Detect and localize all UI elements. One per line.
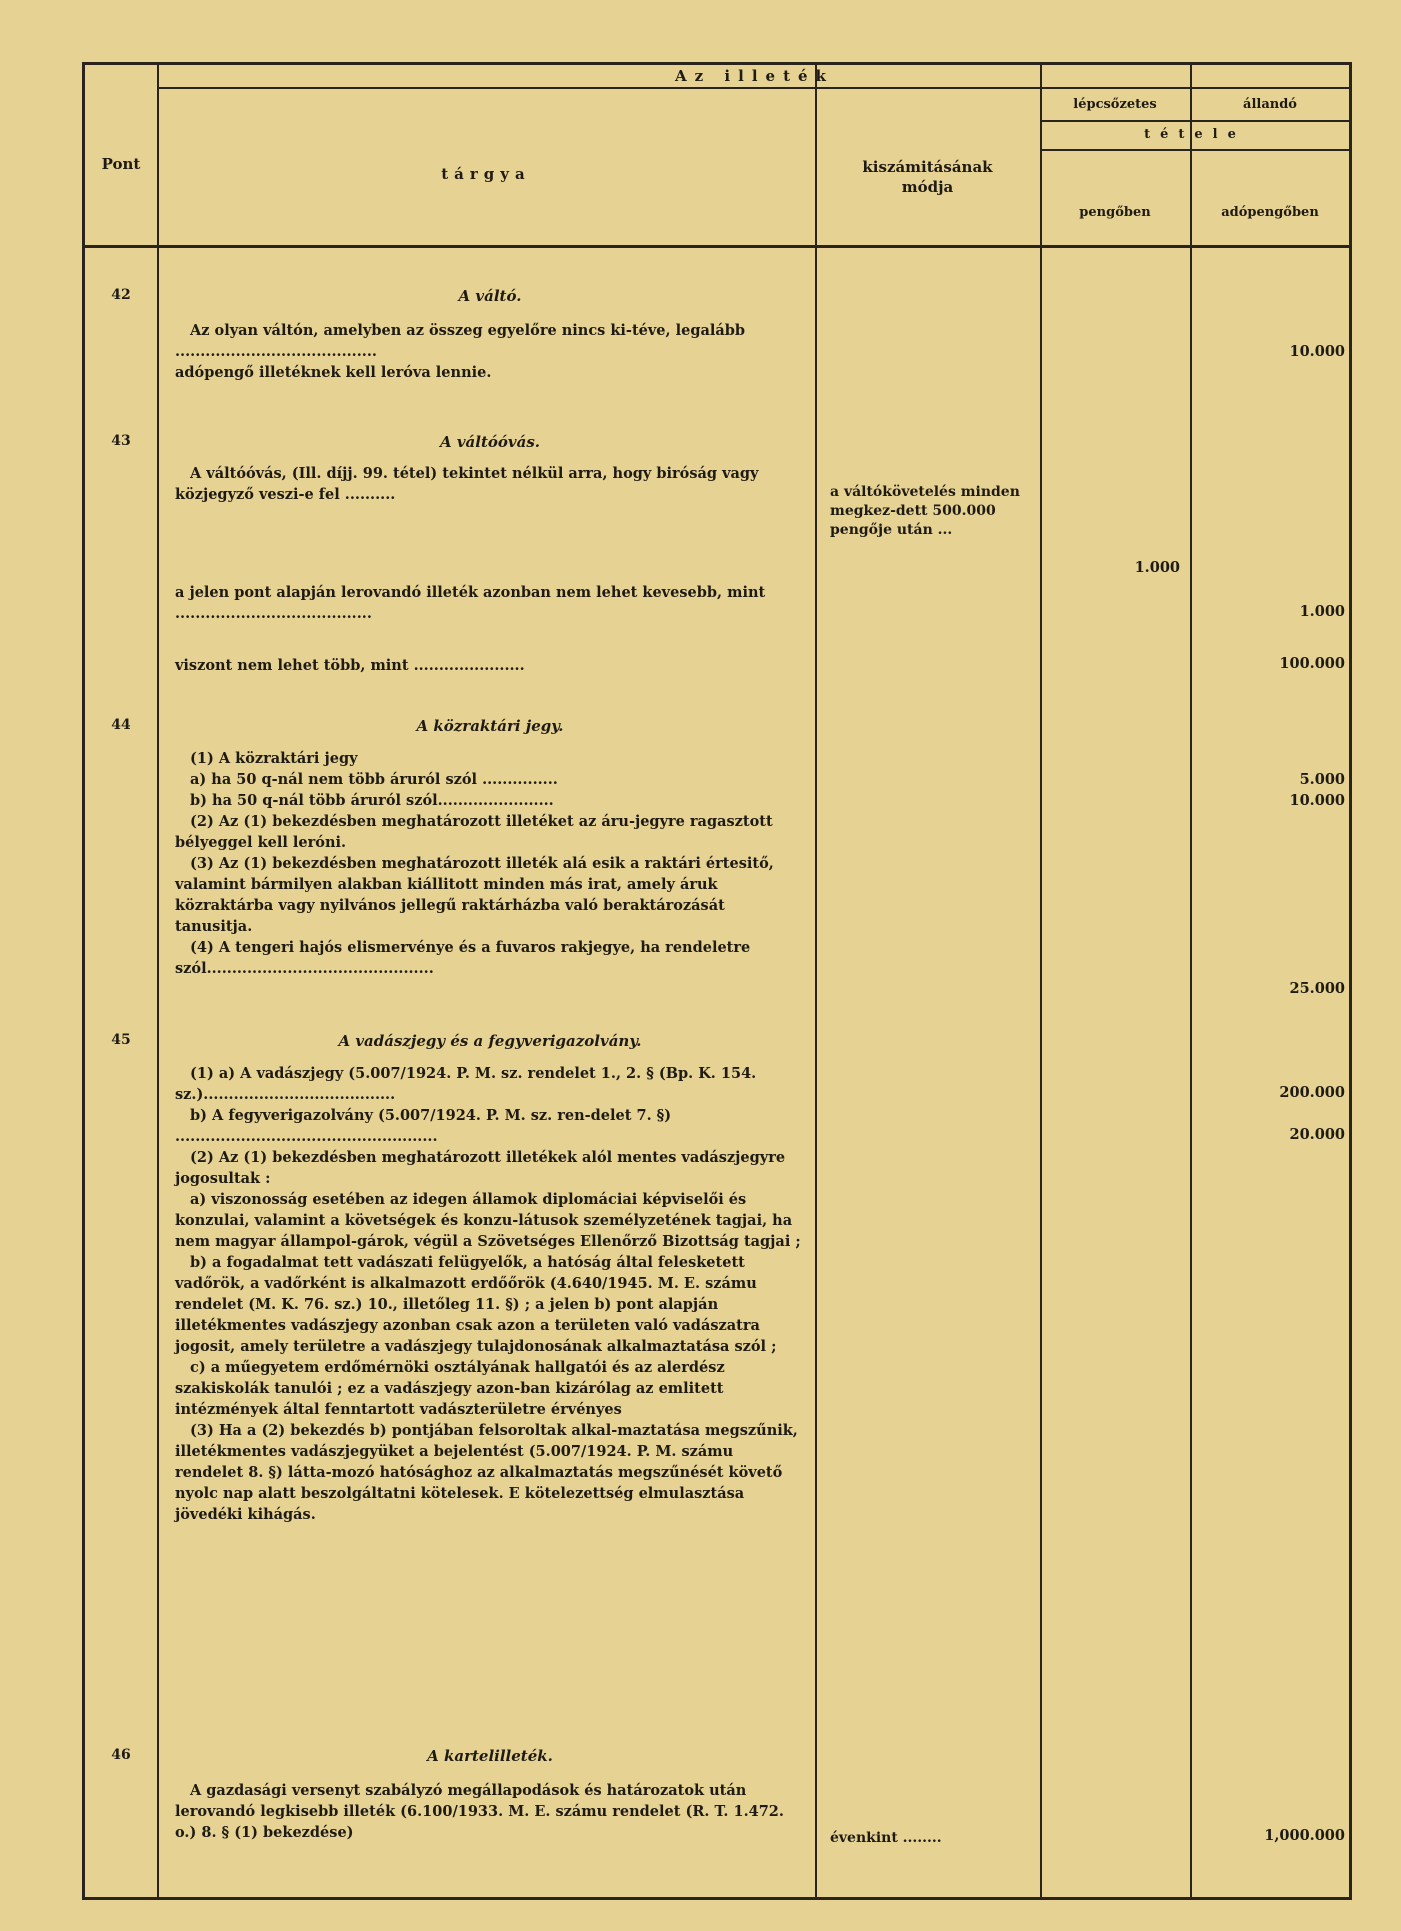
section-text [175, 748, 805, 979]
paragraph: (1) a) A vadászjegy (5.007/1924. P. M. sz. rendelet 1., 2. § (Bp. K. 154. sz.)...................................... [175, 1065, 757, 1103]
paragraph: Az olyan váltón, amelyben az összeg egyelőre nincs ki-téve, legalább ........................................ [175, 322, 746, 360]
col-line-modja [1040, 65, 1042, 1897]
header-adopengoben: adópengőben [1221, 205, 1319, 220]
header-line-lepcso [1040, 120, 1349, 122]
section-text [175, 1780, 805, 1843]
header-pengoben: pengőben [1079, 205, 1151, 220]
amount-adopengo: 1.000 [1299, 603, 1345, 620]
paragraph: (4) A tengeri hajós elismervénye és a fuvaros rakjegye, ha rendeletre szól............................................. [175, 939, 751, 977]
header-az-illetek: Az illeték [675, 67, 834, 85]
paragraph: (1) A közraktári jegy [190, 750, 358, 767]
point-number: 42 [111, 287, 131, 303]
point-number: 44 [111, 717, 131, 733]
paragraph: (2) Az (1) bekezdésben meghatározott illetékek alól mentes vadászjegyre jogosultak : [175, 1149, 786, 1187]
paragraph: b) A fegyverigazolvány (5.007/1924. P. M. sz. ren-delet 7. §) .................................................... [175, 1107, 672, 1145]
amount-adopengo: 100.000 [1279, 655, 1345, 672]
section-text [175, 655, 805, 676]
amount-adopengo: 20.000 [1289, 1126, 1345, 1143]
paragraph: adópengő illetéknek kell leróva lennie. [175, 364, 492, 381]
header-lepcsozetes: lépcsőzetes [1073, 97, 1157, 112]
section-title: A vadászjegy és a fegyverigazolvány. [338, 1032, 642, 1050]
paragraph: a) ha 50 q-nál nem több áruról szól ............... [190, 771, 558, 788]
paragraph: (2) Az (1) bekezdésben meghatározott illetéket az áru-jegyre ragasztott bélyeggel kell leróni. [175, 813, 773, 851]
section-text [175, 582, 805, 624]
section-title: A váltó. [458, 287, 522, 305]
amount-adopengo: 5.000 [1299, 771, 1345, 788]
tariff-page [82, 62, 1352, 1900]
point-number: 43 [111, 433, 131, 449]
section-title: A váltóóvás. [439, 433, 541, 451]
calculation-method: évenkint ........ [830, 1830, 942, 1846]
paragraph: (3) Ha a (2) bekezdés b) pontjában felsoroltak alkal-maztatása megszűnik, illetékmentes vadászjegyüket a bejelentést (5.007/1924. P. M. számu rendelet 8. §) látta-mozó hatósághoz az alkalmaztatás megszűnését követő nyolc nap alatt beszolgáltatni kötelesek. E kötelezettség elmulasztása jövedéki kihágás. [175, 1422, 798, 1523]
header-line-top [157, 87, 1349, 89]
header-tetele: tétele [1144, 127, 1246, 142]
paragraph: viszont nem lehet több, mint ...................... [175, 657, 525, 674]
col-line-pont [157, 65, 159, 1897]
section-title: A kartelilleték. [427, 1747, 553, 1765]
amount-adopengo: 25.000 [1289, 980, 1345, 997]
amount-adopengo: 200.000 [1279, 1084, 1345, 1101]
point-number: 46 [111, 1747, 131, 1763]
header-bottom-line [85, 245, 1349, 248]
header-pont: Pont [101, 155, 141, 173]
col-line-targya [815, 65, 817, 1897]
header-modja: kiszámitásának módja [862, 158, 993, 196]
paragraph: A gazdasági versenyt szabályzó megállapodások és határozatok után lerovandó legkisebb illeték (6.100/1933. M. E. számu rendelet (R. T. 1.472. o.) 8. § (1) bekezdése) [175, 1782, 784, 1841]
header-line-tetele [1040, 149, 1349, 151]
section-text [175, 463, 805, 505]
paragraph: a jelen pont alapján lerovandó illeték azonban nem lehet kevesebb, mint ....................................... [175, 584, 766, 622]
paragraph: b) a fogadalmat tett vadászati felügyelők, a hatóság által felesketett vadőrök, a vadőrként is alkalmazott erdőőrök (4.640/1945. M. E. számu rendelet (M. K. 76. sz.) 10., illetőleg 11. §) ; a jelen b) pont alapján illetékmentes vadászjegy azonban csak azon a területen való vadászatra jogosit, amely területre a vadászjegy tulajdonosának alkalmaztatása szól ; [175, 1254, 777, 1355]
header-targya: tárgya [441, 165, 531, 183]
paragraph: A váltóóvás, (Ill. díjj. 99. tétel) tekintet nélkül arra, hogy biróság vagy közjegyző veszi-e fel .......... [175, 465, 759, 503]
header-allando: állandó [1243, 97, 1297, 112]
paragraph: c) a műegyetem erdőmérnöki osztályának hallgatói és az alerdész szakiskolák tanulói ; ez a vadászjegy azon-ban kizárólag az emlitett intézmények által fenntartott vadászterületre érvényes [175, 1359, 725, 1418]
amount-adopengo: 10.000 [1289, 792, 1345, 809]
point-number: 45 [111, 1032, 131, 1048]
calculation-method: a váltókövetelés minden megkez-dett 500.000 pengője után ... [830, 484, 1020, 538]
section-text [175, 320, 805, 383]
amount-adopengo: 1,000.000 [1264, 1827, 1345, 1844]
amount-pengo: 1.000 [1134, 559, 1180, 576]
amount-adopengo: 10.000 [1289, 343, 1345, 360]
paragraph: a) viszonosság esetében az idegen államok diplomáciai képviselői és konzulai, valamint a követségek és konzu-látusok személyzetének tagjai, ha nem magyar állampol-gárok, végül a Szövetséges Ellenőrző Bizottság tagjai ; [175, 1191, 801, 1250]
section-title: A közraktári jegy. [416, 717, 564, 735]
paragraph: (3) Az (1) bekezdésben meghatározott illeték alá esik a raktári értesitő, valamint bármilyen alakban kiállitott minden más irat, amely áruk közraktárba vagy nyilvános jellegű raktárházba való beraktározását tanusitja. [175, 855, 774, 935]
section-text [175, 1063, 805, 1525]
paragraph: b) ha 50 q-nál több áruról szól....................... [190, 792, 554, 809]
